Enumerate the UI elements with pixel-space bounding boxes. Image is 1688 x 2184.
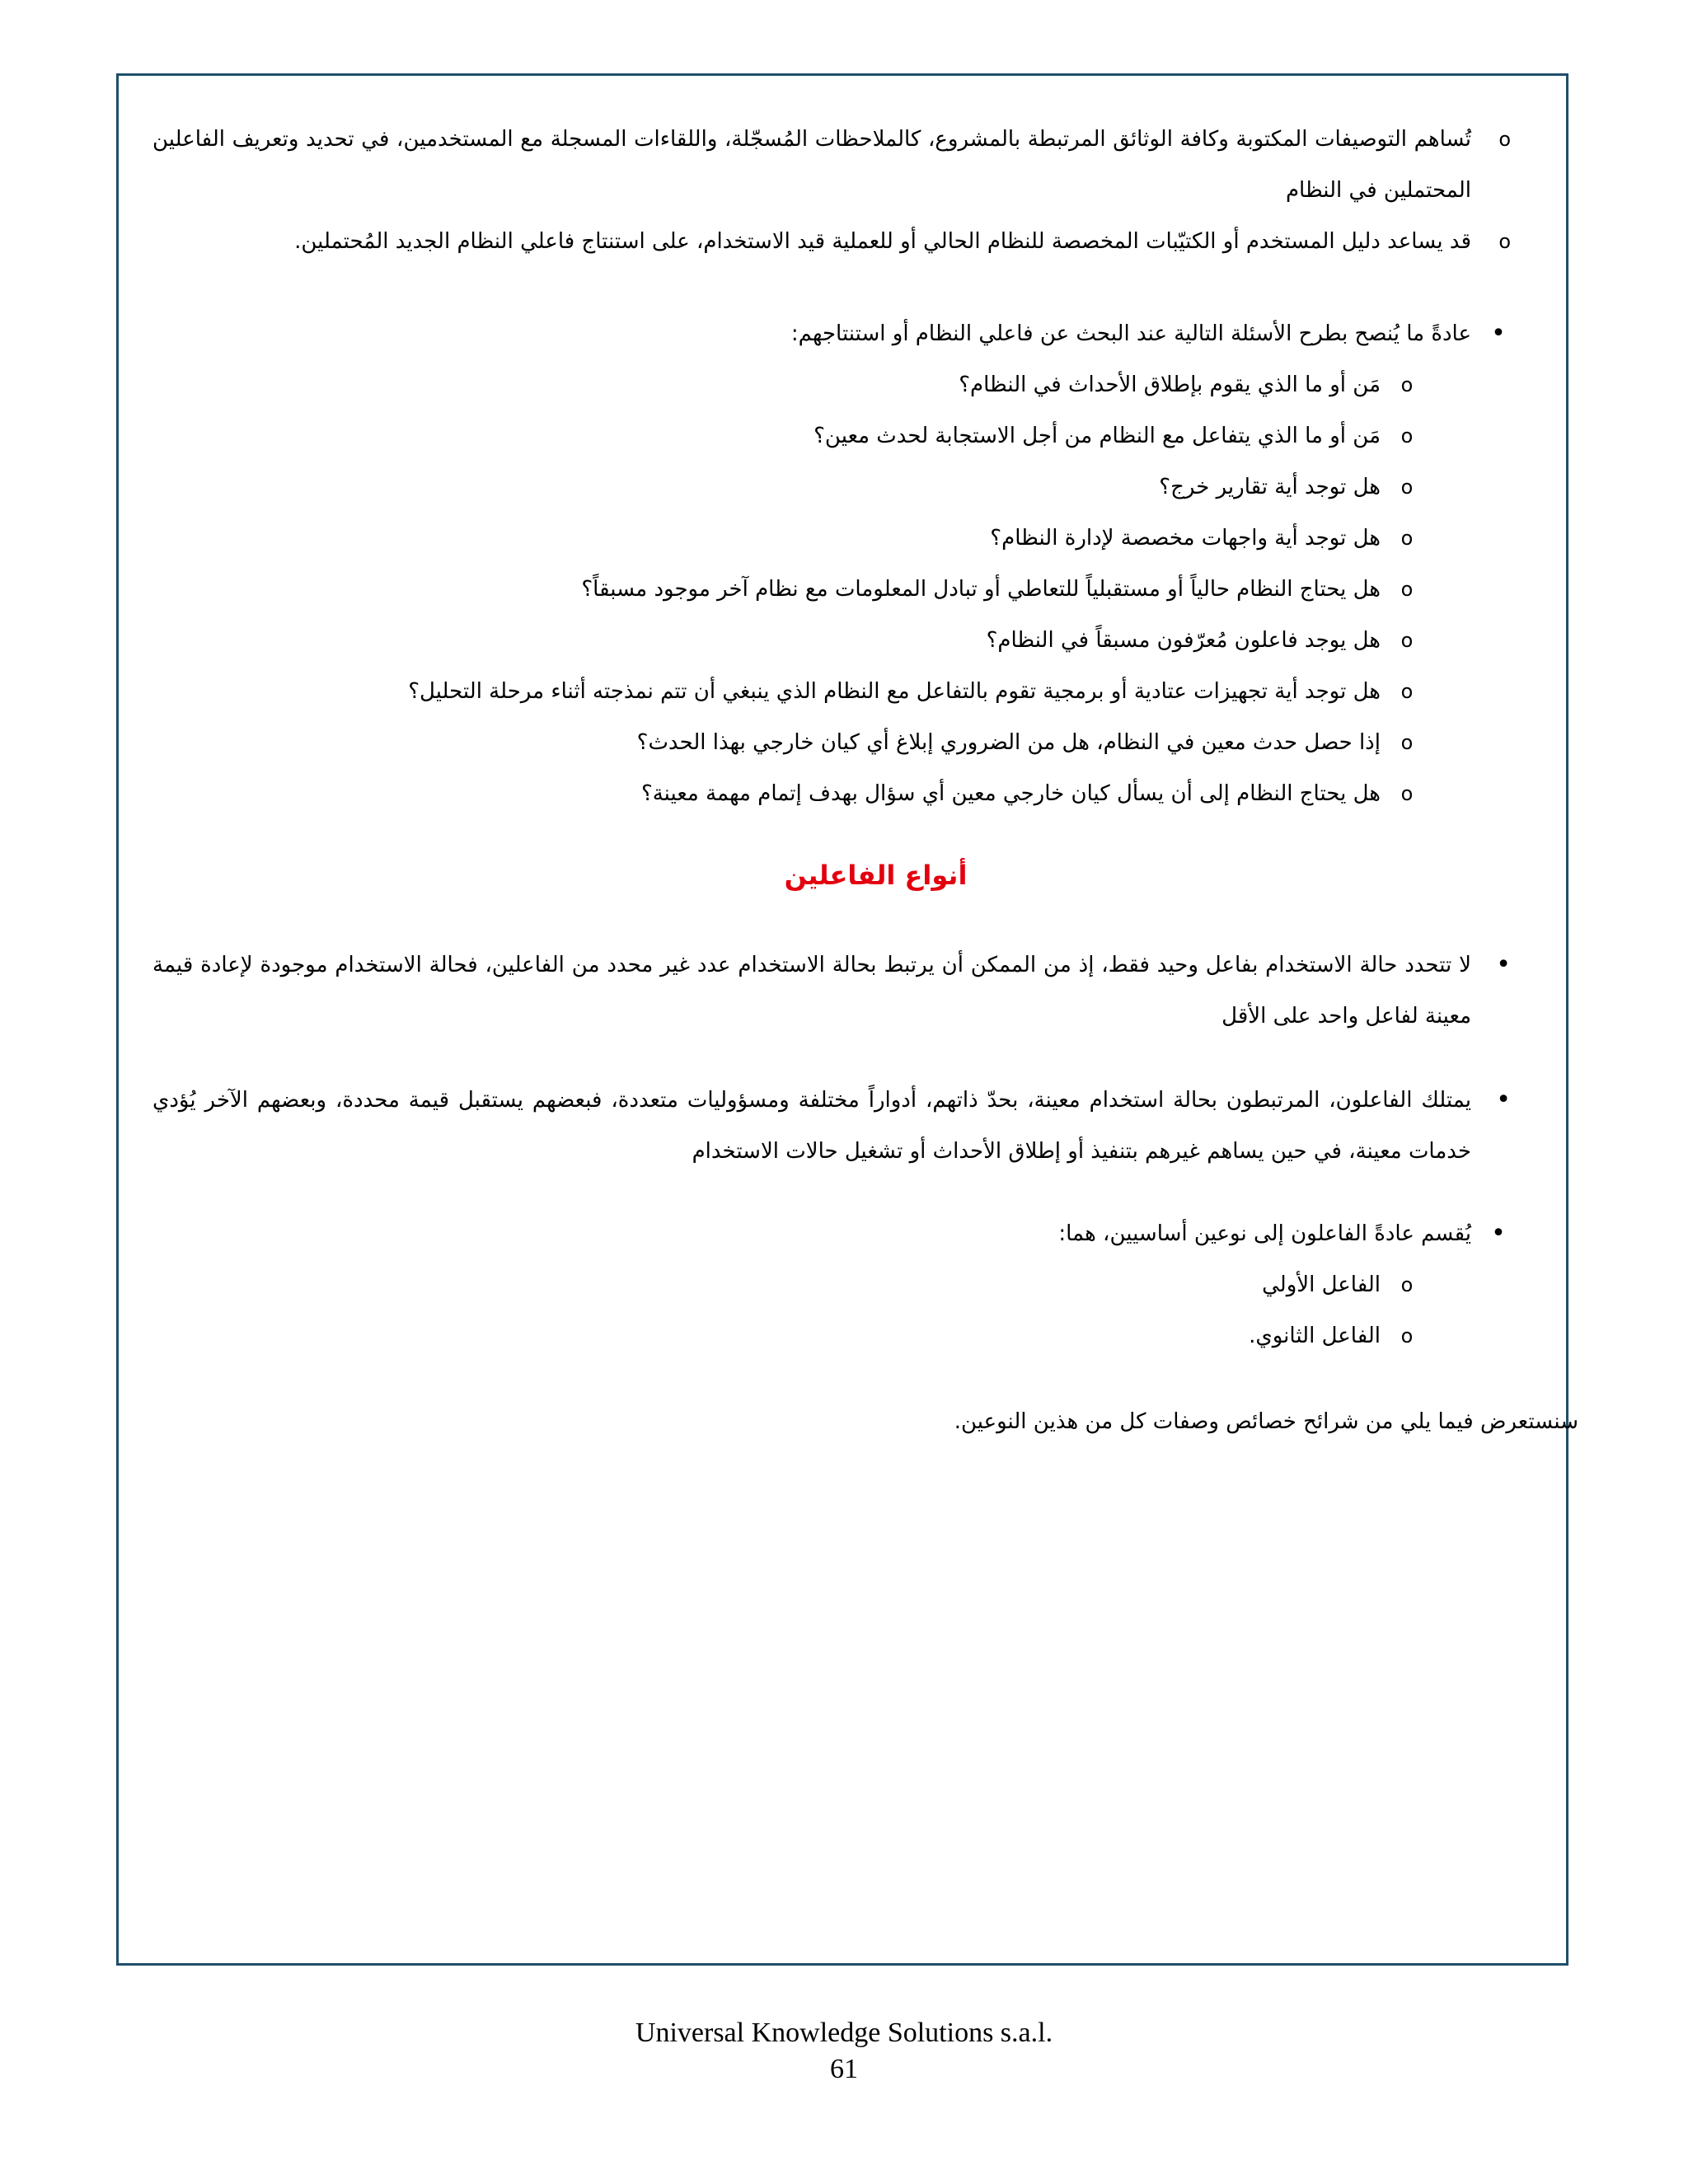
hollow-circle-bullet-icon: o (1400, 476, 1414, 499)
type-item (152, 1259, 1541, 1310)
type-text: الفاعل الثانوي. (1249, 1324, 1381, 1348)
bullet-dot-icon: • (1491, 1219, 1506, 1248)
question-text: إذا حصل حدث معين في النظام، هل من الضروري إبلاغ أي كيان خارجي بهذا الحدث؟ (636, 730, 1381, 755)
closing-paragraph: سنستعرض فيما يلي من شرائح خصائص وصفات كل من هذين النوعين. (954, 1409, 1578, 1434)
section-heading: أنواع الفاعلين (784, 860, 968, 891)
hollow-circle-bullet-icon: o (1400, 782, 1414, 805)
hollow-circle-bullet-icon: o (1400, 578, 1414, 601)
question-item (152, 564, 1541, 615)
list-item-text: يمتلك الفاعلون، المرتبطون بحالة استخدام معينة، بحدّ ذاتهم، أدواراً مختلفة ومسؤوليات متعددة، فبعضهم يستقبل قيمة محددة، وبعضهم الآخر يُؤدي خدمات معينة، في حين يساهم غيرهم بتنفيذ أو إطلاق الأحداث أو تشغيل حالات الاستخدام (152, 1088, 1471, 1164)
question-item (152, 410, 1541, 462)
hollow-circle-bullet-icon: o (1400, 1273, 1414, 1296)
list-item (152, 308, 1541, 359)
list-item-text: عادةً ما يُنصح بطرح الأسئلة التالية عند البحث عن فاعلي النظام أو استنتاجهم: (790, 321, 1471, 346)
list-item-text: قد يساعد دليل المستخدم أو الكتيّبات المخصصة للنظام الحالي أو للعملية قيد الاستخدام، على استنتاج فاعلي النظام الجديد المُحتملين. (294, 229, 1471, 254)
question-item (152, 666, 1541, 717)
question-item (152, 513, 1541, 564)
intro-sublist (152, 114, 1541, 267)
list-item (152, 114, 1541, 216)
type-text: الفاعل الأولي (1262, 1272, 1381, 1297)
hollow-circle-bullet-icon: o (1400, 527, 1414, 550)
bullet-dot-icon: • (1496, 1085, 1511, 1114)
question-text: هل توجد أية تجهيزات عتادية أو برمجية تقوم بالتفاعل مع النظام الذي ينبغي أن تتم نمذجته أثناء مرحلة التحليل؟ (408, 679, 1381, 704)
list-item-text: تُساهم التوصيفات المكتوبة وكافة الوثائق المرتبطة بالمشروع، كالملاحظات المُسجّلة، واللقاءات المسجلة مع المستخدمين، في تحديد وتعريف الفاعلين المحتملين في النظام (152, 127, 1471, 203)
types-list (152, 1208, 1541, 1259)
footer-company: Universal Knowledge Solutions s.a.l. (635, 2018, 1053, 2048)
list-item (152, 1075, 1541, 1177)
list-item (152, 940, 1541, 1042)
section-bullets (152, 940, 1541, 1042)
list-item (152, 1208, 1541, 1259)
type-item (152, 1310, 1541, 1361)
section-bullets (152, 1075, 1541, 1177)
list-item-text: يُقسم عادةً الفاعلون إلى نوعين أساسيين، هما: (1058, 1221, 1471, 1246)
question-text: هل توجد أية تقارير خرج؟ (1159, 475, 1381, 499)
page-content (152, 114, 1578, 1447)
hollow-circle-bullet-icon: o (1498, 230, 1511, 253)
hollow-circle-bullet-icon: o (1400, 680, 1414, 703)
page-number: 61 (830, 2054, 858, 2084)
hollow-circle-bullet-icon: o (1498, 128, 1511, 151)
hollow-circle-bullet-icon: o (1400, 373, 1414, 396)
question-text: مَن أو ما الذي يتفاعل مع النظام من أجل الاستجابة لحدث معين؟ (814, 424, 1381, 448)
types-sublist (152, 1259, 1541, 1361)
bullet-dot-icon: • (1496, 950, 1511, 979)
list-item-text: لا تتحدد حالة الاستخدام بفاعل وحيد فقط، إذ من الممكن أن يرتبط بحالة الاستخدام عدد غير محدد من الفاعلين، فحالة الاستخدام موجودة لإعادة قيمة معينة لفاعل واحد على الأقل (152, 953, 1471, 1029)
question-text: هل توجد أية واجهات مخصصة لإدارة النظام؟ (990, 526, 1381, 551)
question-item (152, 615, 1541, 666)
question-text: هل يحتاج النظام حالياً أو مستقبلياً للتعاطي أو تبادل المعلومات مع نظام آخر موجود مسبقاً؟ (581, 577, 1381, 602)
question-text: هل يحتاج النظام إلى أن يسأل كيان خارجي معين أي سؤال بهدف إتمام مهمة معينة؟ (640, 781, 1381, 806)
bullet-dot-icon: • (1491, 319, 1506, 348)
hollow-circle-bullet-icon: o (1400, 731, 1414, 754)
hollow-circle-bullet-icon: o (1400, 1324, 1414, 1347)
question-text: مَن أو ما الذي يقوم بإطلاق الأحداث في النظام؟ (959, 373, 1381, 397)
question-text: هل يوجد فاعلون مُعرّفون مسبقاً في النظام؟ (986, 628, 1381, 653)
hollow-circle-bullet-icon: o (1400, 424, 1414, 448)
questions-sublist (152, 359, 1541, 819)
list-item (152, 216, 1541, 267)
hollow-circle-bullet-icon: o (1400, 629, 1414, 652)
question-item (152, 717, 1541, 768)
question-item (152, 359, 1541, 410)
question-item (152, 768, 1541, 819)
question-item (152, 462, 1541, 513)
questions-list (152, 308, 1541, 359)
